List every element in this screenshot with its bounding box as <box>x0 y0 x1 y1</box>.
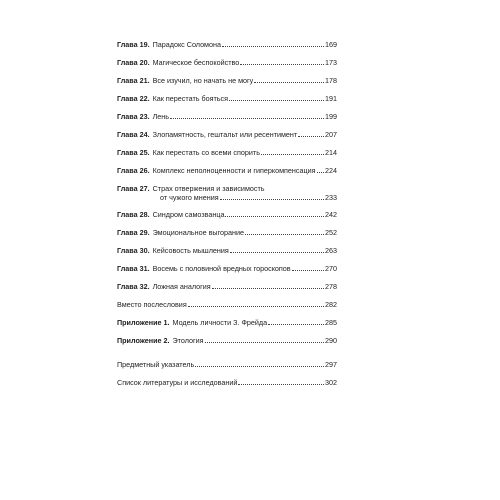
chapter-title: Список литературы и исследований <box>117 378 238 387</box>
dot-leader <box>240 64 324 65</box>
page-number: 263 <box>325 246 337 255</box>
dot-leader <box>292 270 324 271</box>
chapter-title: Этология <box>172 336 204 345</box>
toc-entry-ch23[interactable] <box>117 112 337 121</box>
toc-entry-ch20[interactable] <box>117 58 337 67</box>
chapter-title-continued: от чужого мнения <box>160 193 219 202</box>
chapter-title: Парадокс Соломона <box>152 40 221 49</box>
dot-leader <box>229 100 324 101</box>
dot-leader <box>254 82 324 83</box>
chapter-label: Глава 20. <box>117 58 150 67</box>
chapter-title: Эмоциональное выгорание <box>152 228 245 237</box>
toc-entry-subject-index[interactable] <box>117 360 337 369</box>
page-number: 278 <box>325 282 337 291</box>
chapter-label: Глава 28. <box>117 210 150 219</box>
toc-entry-ch19[interactable] <box>117 40 337 49</box>
chapter-label: Глава 32. <box>117 282 150 291</box>
chapter-title: Лень <box>152 112 170 121</box>
chapter-label: Глава 23. <box>117 112 150 121</box>
dot-leader <box>195 366 324 367</box>
toc-entry-ch26[interactable] <box>117 166 337 175</box>
dot-leader <box>261 154 324 155</box>
chapter-label: Глава 26. <box>117 166 150 175</box>
page-number: 252 <box>325 228 337 237</box>
dot-leader <box>170 118 324 119</box>
dot-leader <box>188 306 324 307</box>
chapter-label: Глава 25. <box>117 148 150 157</box>
dot-leader <box>230 252 324 253</box>
chapter-label: Глава 21. <box>117 76 150 85</box>
chapter-title: Ложная аналогия <box>152 282 211 291</box>
toc-entry-ch24[interactable] <box>117 130 337 139</box>
toc-entry-appendix-2[interactable] <box>117 336 337 345</box>
chapter-title: Синдром самозванца <box>152 210 225 219</box>
page-number: 173 <box>325 58 337 67</box>
dot-leader <box>317 172 324 173</box>
toc-entry-ch32[interactable] <box>117 282 337 291</box>
toc-entry-ch21[interactable] <box>117 76 337 85</box>
chapter-title: Как перестать со всеми спорить <box>152 148 260 157</box>
chapter-title: Как перестать бояться <box>152 94 229 103</box>
dot-leader <box>220 199 324 200</box>
chapter-title: Страх отвержения и зависимость <box>152 184 265 193</box>
page-number: 178 <box>325 76 337 85</box>
chapter-title: Все изучил, но начать не могу <box>152 76 254 85</box>
chapter-title: Предметный указатель <box>117 360 195 369</box>
page-number: 282 <box>325 300 337 309</box>
page-number: 302 <box>325 378 337 387</box>
chapter-label: Глава 29. <box>117 228 150 237</box>
page-number: 290 <box>325 336 337 345</box>
page-number: 207 <box>325 130 337 139</box>
dot-leader <box>225 216 324 217</box>
chapter-title: Магическое беспокойство <box>152 58 240 67</box>
chapter-label: Глава 31. <box>117 264 150 273</box>
page-number: 214 <box>325 148 337 157</box>
toc-entry-ch22[interactable] <box>117 94 337 103</box>
toc-entry-afterword[interactable] <box>117 300 337 309</box>
page-number: 224 <box>325 166 337 175</box>
dot-leader <box>245 234 324 235</box>
dot-leader <box>205 342 324 343</box>
toc-entry-ch29[interactable] <box>117 228 337 237</box>
appendix-label: Приложение 2. <box>117 336 170 345</box>
chapter-title: Модель личности З. Фрейда <box>172 318 268 327</box>
chapter-title: Кейсовость мышления <box>152 246 229 255</box>
page-number: 191 <box>325 94 337 103</box>
toc-entry-ch27[interactable] <box>117 184 337 202</box>
appendix-label: Приложение 1. <box>117 318 170 327</box>
page-number: 199 <box>325 112 337 121</box>
chapter-title: Восемь с половиной вредных гороскопов <box>152 264 291 273</box>
toc-entry-ch28[interactable] <box>117 210 337 219</box>
dot-leader <box>238 384 324 385</box>
toc-entry-references[interactable] <box>117 378 337 387</box>
table-of-contents <box>117 40 337 387</box>
chapter-title: Вместо послесловия <box>117 300 187 309</box>
chapter-label: Глава 27. <box>117 184 150 193</box>
dot-leader <box>268 324 324 325</box>
toc-entry-ch31[interactable] <box>117 264 337 273</box>
chapter-label: Глава 30. <box>117 246 150 255</box>
chapter-label: Глава 24. <box>117 130 150 139</box>
page-number: 285 <box>325 318 337 327</box>
page-number: 233 <box>325 193 337 202</box>
chapter-title: Комплекс неполноценности и гиперкомпенсация <box>152 166 316 175</box>
chapter-label: Глава 19. <box>117 40 150 49</box>
dot-leader <box>298 136 324 137</box>
page-number: 242 <box>325 210 337 219</box>
dot-leader <box>212 288 324 289</box>
toc-entry-ch25[interactable] <box>117 148 337 157</box>
page-number: 270 <box>325 264 337 273</box>
chapter-title: Злопамятность, гештальт или ресентимент <box>152 130 298 139</box>
toc-entry-ch30[interactable] <box>117 246 337 255</box>
dot-leader <box>222 46 324 47</box>
page-number: 169 <box>325 40 337 49</box>
toc-entry-appendix-1[interactable] <box>117 318 337 327</box>
page-number: 297 <box>325 360 337 369</box>
chapter-label: Глава 22. <box>117 94 150 103</box>
